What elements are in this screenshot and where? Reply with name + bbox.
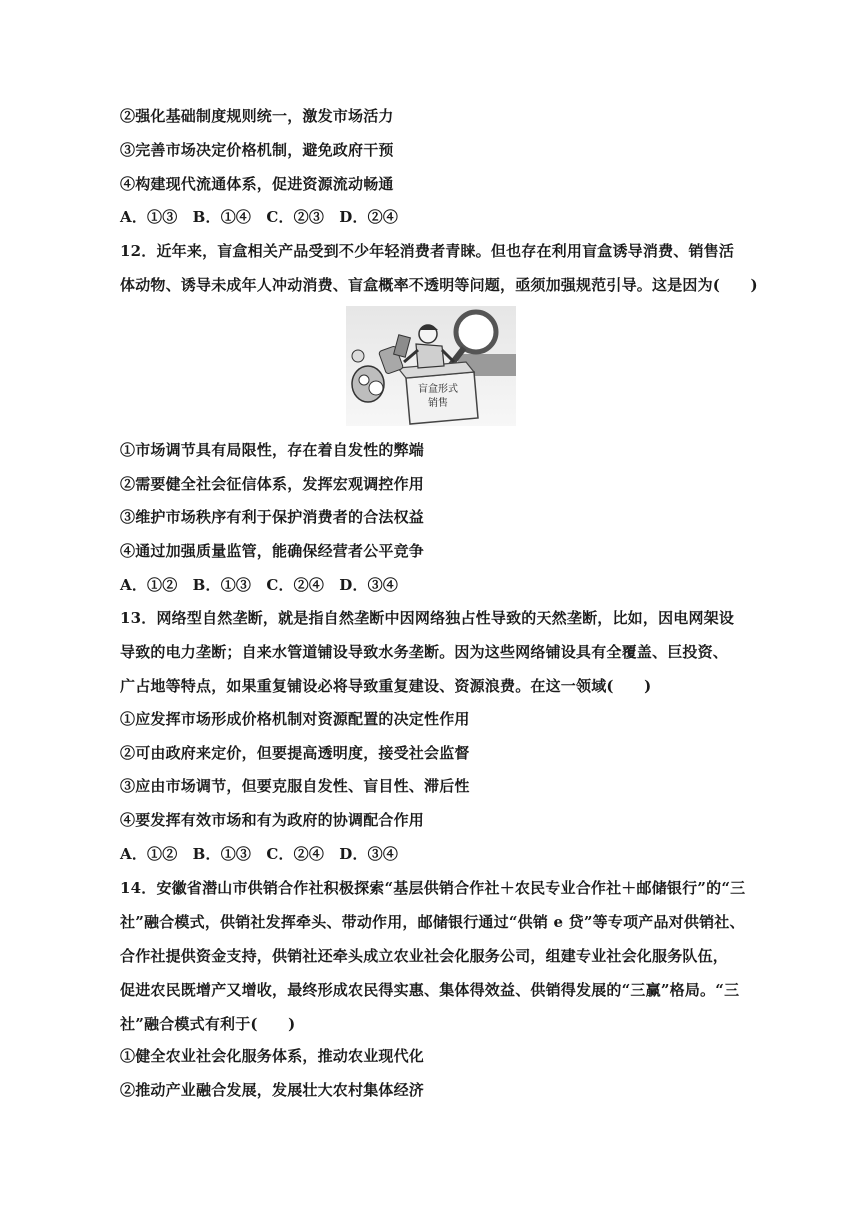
box-label-2: 销售 <box>428 398 448 409</box>
question-12-stem: 体动物、诱导未成年人冲动消费、盲盒概率不透明等问题，亟须加强规范引导。这是因为( ) <box>120 276 758 294</box>
option-1: ①应发挥市场形成价格机制对资源配置的决定性作用 <box>120 710 470 728</box>
box-label-1: 盲盒形式 <box>418 384 458 395</box>
option-3: ③维护市场秩序有利于保护消费者的合法权益 <box>120 508 425 526</box>
option-4: ④构建现代流通体系，促进资源流动畅通 <box>120 175 394 193</box>
question-13-stem: 13．网络型自然垄断，就是指自然垄断中因网络独占性导致的天然垄断，比如，因电网架设 <box>120 609 735 627</box>
option-4: ④通过加强质量监管，能确保经营者公平竞争 <box>120 542 425 560</box>
question-13-stem: 广占地等特点，如果重复铺设必将导致重复建设、资源浪费。在这一领域( ) <box>120 677 652 695</box>
question-14-stem: 14．安徽省潜山市供销合作社积极探索“基层供销合作社＋农民专业合作社＋邮储银行”的“三 <box>120 879 746 897</box>
answer-choices: A．①② B．①③ C．②④ D．③④ <box>120 576 399 594</box>
option-1: ①健全农业社会化服务体系，推动农业现代化 <box>120 1047 425 1065</box>
question-14-stem: 社”融合模式有利于( ) <box>120 1015 296 1033</box>
option-2: ②可由政府来定价，但要提高透明度，接受社会监督 <box>120 744 470 762</box>
option-3: ③应由市场调节，但要克服自发性、盲目性、滞后性 <box>120 777 470 795</box>
question-14-stem: 促进农民既增产又增收，最终形成农民得实惠、集体得效益、供销得发展的“三赢”格局。“三 <box>120 981 740 999</box>
question-12-stem: 12．近年来，盲盒相关产品受到不少年轻消费者青睐。但也存在利用盲盒诱导消费、销售活 <box>120 242 735 260</box>
option-2: ②强化基础制度规则统一，激发市场活力 <box>120 107 394 125</box>
question-13-stem: 导致的电力垄断；自来水管道铺设导致水务垄断。因为这些网络铺设具有全覆盖、巨投资、 <box>120 643 729 661</box>
option-3: ③完善市场决定价格机制，避免政府干预 <box>120 141 394 159</box>
option-4: ④要发挥有效市场和有为政府的协调配合作用 <box>120 811 425 829</box>
answer-choices: A．①③ B．①④ C．②③ D．②④ <box>120 208 399 226</box>
option-1: ①市场调节具有局限性，存在着自发性的弊端 <box>120 441 425 459</box>
answer-choices: A．①② B．①③ C．②④ D．③④ <box>120 845 399 863</box>
question-14-stem: 合作社提供资金支持，供销社还牵头成立农业社会化服务公司，组建专业社会化服务队伍， <box>120 947 729 965</box>
question-14-stem: 社”融合模式，供销社发挥牵头、带动作用，邮储银行通过“供销 e 贷”等专项产品对供销社、 <box>120 913 745 931</box>
option-2: ②需要健全社会征信体系，发挥宏观调控作用 <box>120 475 425 493</box>
blind-box-illustration <box>346 306 516 426</box>
option-2: ②推动产业融合发展，发展壮大农村集体经济 <box>120 1081 425 1099</box>
